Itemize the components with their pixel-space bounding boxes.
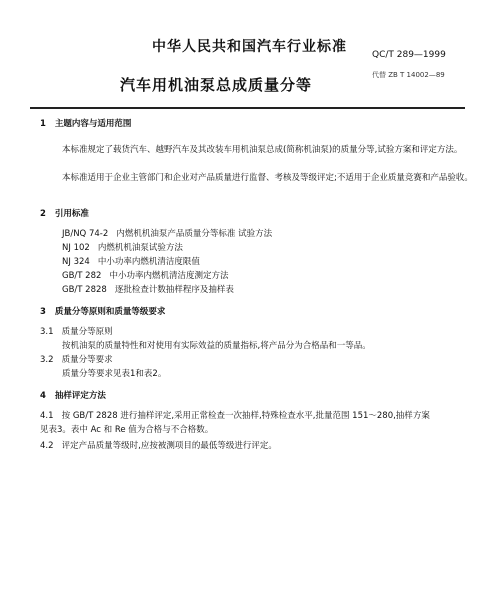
section-number: 2 xyxy=(40,209,46,219)
standard-code: QC/T 289—1999 xyxy=(372,50,446,60)
reference-title: 内燃机机油泵试验方法 xyxy=(97,243,183,253)
section-1-paragraph-2: 本标准适用于企业主管部门和企业对产品质量进行监督、考核及等级评定;不适用于企业质量竞赛和产品验收。 xyxy=(62,173,473,183)
subsection-4-2 xyxy=(40,440,277,452)
header-divider xyxy=(30,107,465,109)
subsection-title: 质量分等要求 xyxy=(61,355,113,365)
reference-code: GB/T 282 xyxy=(62,271,102,281)
section-title: 质量分等原则和质量等级要求 xyxy=(54,307,166,317)
subsection-3-1-heading xyxy=(40,326,113,338)
reference-title: 逐批检查计数抽样程序及抽样表 xyxy=(114,285,234,295)
reference-code: GB/T 2828 xyxy=(62,285,107,295)
section-number: 4 xyxy=(40,391,46,401)
subsection-3-2-text: 质量分等要求见表1和表2。 xyxy=(62,369,167,379)
subsection-4-1-line-2: 见表3。表中 Ac 和 Re 值为合格与不合格数。 xyxy=(40,425,214,435)
reference-item xyxy=(62,242,183,254)
section-4-heading xyxy=(40,390,106,402)
subsection-number: 3.2 xyxy=(40,355,54,365)
reference-item xyxy=(62,256,200,268)
subsection-4-1-line-1 xyxy=(40,410,430,422)
reference-code: NJ 102 xyxy=(62,243,90,253)
standard-title: 中华人民共和国汽车行业标准 xyxy=(152,39,347,55)
subsection-3-2-heading xyxy=(40,354,113,366)
reference-code: NJ 324 xyxy=(62,257,90,267)
subsection-3-1-text: 按机油泵的质量特性和对使用有实际效益的质量指标,将产品分为合格品和一等品。 xyxy=(62,341,371,351)
section-title: 引用标准 xyxy=(54,209,89,219)
section-title: 主题内容与适用范围 xyxy=(54,119,132,129)
reference-item xyxy=(62,228,272,240)
reference-title: 中小功率内燃机清洁度测定方法 xyxy=(109,271,229,281)
reference-item xyxy=(62,270,229,282)
section-number: 1 xyxy=(40,119,46,129)
standard-subcode: 代替 ZB T 14002—89 xyxy=(372,71,445,79)
section-title: 抽样评定方法 xyxy=(54,391,106,401)
section-number: 3 xyxy=(40,307,46,317)
document-title: 汽车用机油泵总成质量分等 xyxy=(120,76,313,94)
subsection-number: 4.1 xyxy=(40,411,54,421)
section-1-heading xyxy=(40,118,131,130)
subsection-title: 质量分等原则 xyxy=(61,327,113,337)
reference-item xyxy=(62,284,234,296)
subsection-text: 按 GB/T 2828 进行抽样评定,采用正常检查一次抽样,特殊检查水平,批量范围 151～280,抽样方案 xyxy=(61,411,430,421)
subsection-number: 4.2 xyxy=(40,441,54,451)
section-3-heading xyxy=(40,306,165,318)
reference-title: 内燃机机油泵产品质量分等标准 试验方法 xyxy=(116,229,273,239)
section-2-heading xyxy=(40,208,89,220)
section-1-paragraph-1: 本标准规定了载货汽车、越野汽车及其改装车用机油泵总成(简称机油泵)的质量分等,试验方案和评定方法。 xyxy=(62,145,463,155)
subsection-number: 3.1 xyxy=(40,327,54,337)
reference-code: JB/NQ 74-2 xyxy=(62,229,109,239)
reference-title: 中小功率内燃机清洁度限值 xyxy=(97,257,200,267)
subsection-text: 评定产品质量等级时,应按被测项目的最低等级进行评定。 xyxy=(61,441,277,451)
